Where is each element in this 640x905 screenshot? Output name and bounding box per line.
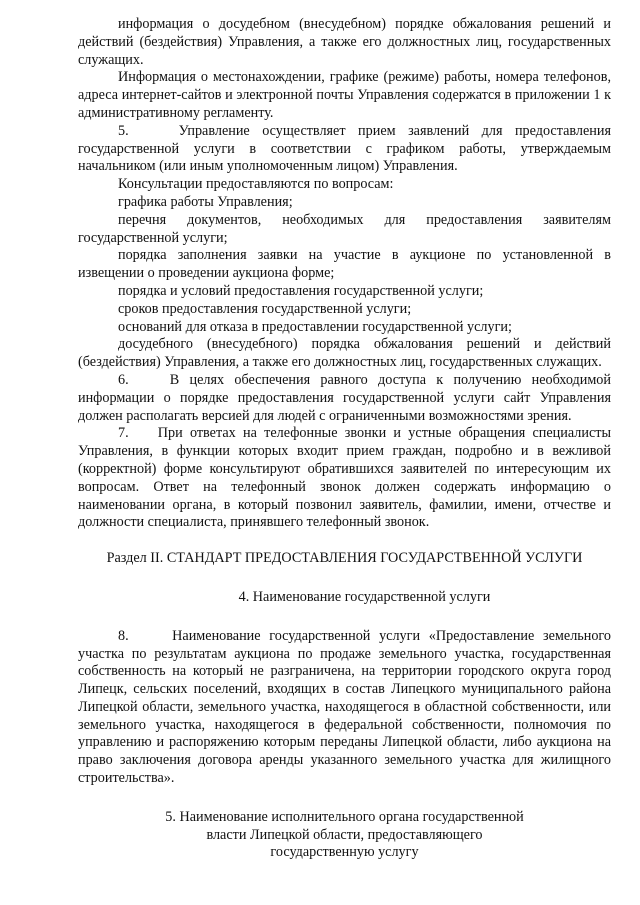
subsection-5-title-line-1: 5. Наименование исполнительного органа государственной bbox=[165, 808, 524, 825]
subsection-5-title-line-3: государственную услугу bbox=[270, 844, 419, 861]
list-item-terms: сроков предоставления государственной услуги; bbox=[118, 300, 412, 317]
subsection-4-title: 4. Наименование государственной услуги bbox=[238, 588, 491, 605]
paragraph-item-8: 8. Наименование государственной услуги «Предоставление земельного участка по результатам аукциона по продаже земельного участка, государственная собственность на который не разграничена, на территории городского округа город Липецк, сельских поселений, входящих в состав Липецкого муниципального района Липецкой области, земельного участка, находящегося в областной собственности, или земельного участка, находящегося в федеральной собственности, полномочия по управлению и распоряжению которым переданы Липецкой области, либо аукциона на право заключения договора аренды указанного земельного участка для жилищного строительства». bbox=[78, 627, 611, 787]
list-item-schedule: графика работы Управления; bbox=[118, 193, 293, 210]
paragraph-appeal-info: информация о досудебном (внесудебном) порядке обжалования решений и действий (бездействия) Управления, а также его должностных лиц, государственных служащих. bbox=[78, 16, 611, 68]
spacer bbox=[78, 788, 611, 809]
section-title: Раздел II. СТАНДАРТ ПРЕДОСТАВЛЕНИЯ ГОСУДАРСТВЕННОЙ УСЛУГИ bbox=[106, 550, 583, 567]
subsection-5-title-line-2: власти Липецкой области, предоставляющего bbox=[206, 826, 483, 843]
paragraph-consultations-intro: Консультации предоставляются по вопросам: bbox=[118, 176, 394, 193]
paragraph-item-5: 5. Управление осуществляет прием заявлений для предоставления государственной услуги в соответствии с графиком работы, утверждаемым начальником (или иным уполномоченным лицом) Управления. bbox=[78, 122, 611, 175]
paragraph-item-7: 7. При ответах на телефонные звонки и устные обращения специалисты Управления, в функции которых входит прием граждан, подробно и в вежливой (корректной) форме консультируют обратившихся заявителей по интересующим их вопросам. Ответ на телефонный звонок должен содержать информацию о наименовании органа, в который позвонил заявитель, фамилии, имени, отчестве и должности специалиста, принявшего телефонный звонок. bbox=[78, 425, 611, 531]
document-page bbox=[78, 16, 611, 862]
spacer bbox=[78, 607, 611, 628]
list-item-appeal-procedure: досудебного (внесудебного) порядка обжалования решений и действий (бездействия) Управления, а также его должностных лиц, государственных служащих. bbox=[78, 336, 611, 371]
list-item-conditions: порядка и условий предоставления государственной услуги; bbox=[118, 282, 484, 299]
list-item-refusal-grounds: оснований для отказа в предоставлении государственной услуги; bbox=[118, 318, 512, 335]
paragraph-item-6: 6. В целях обеспечения равного доступа к получению необходимой информации о порядке предоставления государственной услуги сайт Управления должен располагать версией для людей с ограниченными возможностями зрения. bbox=[78, 371, 611, 424]
paragraph-location-info: Информация о местонахождении, графике (режиме) работы, номера телефонов, адреса интернет-сайтов и электронной почты Управления содержатся в приложении 1 к административному регламенту. bbox=[78, 69, 611, 121]
list-item-documents: перечня документов, необходимых для предоставления заявителям государственной услуги; bbox=[78, 211, 611, 246]
spacer bbox=[78, 568, 611, 589]
list-item-application-form: порядка заполнения заявки на участие в аукционе по установленной в извещении о проведении аукциона форме; bbox=[78, 247, 611, 282]
spacer bbox=[78, 532, 611, 550]
